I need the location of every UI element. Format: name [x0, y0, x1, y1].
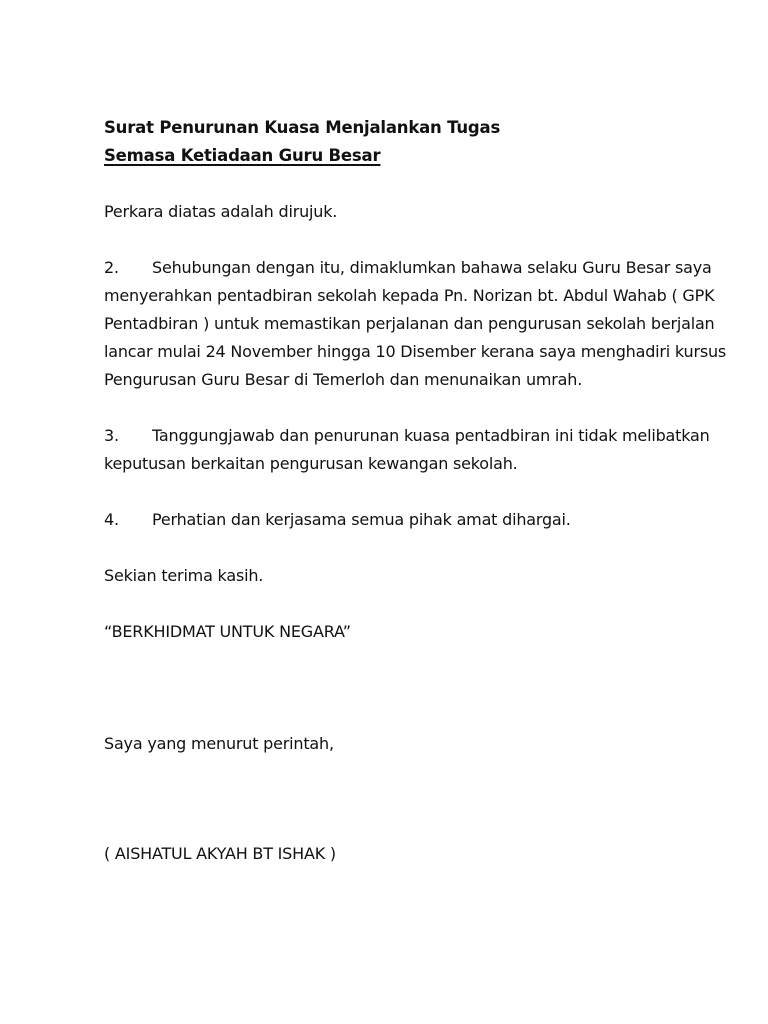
motto: “BERKHIDMAT UNTUK NEGARA” [104, 622, 351, 641]
cropped-text-fragment [104, 866, 164, 872]
sign-off: Saya yang menurut perintah, [104, 734, 334, 753]
opening-line: Perkara diatas adalah dirujuk. [104, 202, 338, 221]
paragraph-number: 4. [104, 510, 119, 529]
paragraph-line: Sehubungan dengan itu, dimaklumkan bahawa selaku Guru Besar saya [152, 258, 712, 277]
paragraph-line: Perhatian dan kerjasama semua pihak amat dihargai. [152, 510, 571, 529]
paragraph-line: lancar mulai 24 November hingga 10 Disember kerana saya menghadiri kursus [104, 342, 727, 361]
paragraph-number: 3. [104, 426, 119, 445]
paragraph-2 [104, 254, 727, 394]
paragraph-line: Tanggungjawab dan penurunan kuasa pentadbiran ini tidak melibatkan [152, 426, 710, 445]
paragraph-3 [104, 422, 710, 478]
paragraph-line: Pengurusan Guru Besar di Temerloh dan menunaikan umrah. [104, 370, 583, 389]
signatory-name: ( AISHATUL AKYAH BT ISHAK ) [104, 844, 336, 863]
closing-line: Sekian terima kasih. [104, 566, 264, 585]
title-line-2: Semasa Ketiadaan Guru Besar [104, 146, 381, 165]
letter-title [104, 114, 500, 170]
paragraph-line: Pentadbiran ) untuk memastikan perjalanan dan pengurusan sekolah berjalan [104, 314, 715, 333]
paragraph-line: keputusan berkaitan pengurusan kewangan sekolah. [104, 454, 518, 473]
title-line-1: Surat Penurunan Kuasa Menjalankan Tugas [104, 118, 501, 137]
paragraph-line: menyerahkan pentadbiran sekolah kepada Pn. Norizan bt. Abdul Wahab ( GPK [104, 286, 715, 305]
paragraph-4 [104, 506, 704, 534]
paragraph-number: 2. [104, 258, 119, 277]
